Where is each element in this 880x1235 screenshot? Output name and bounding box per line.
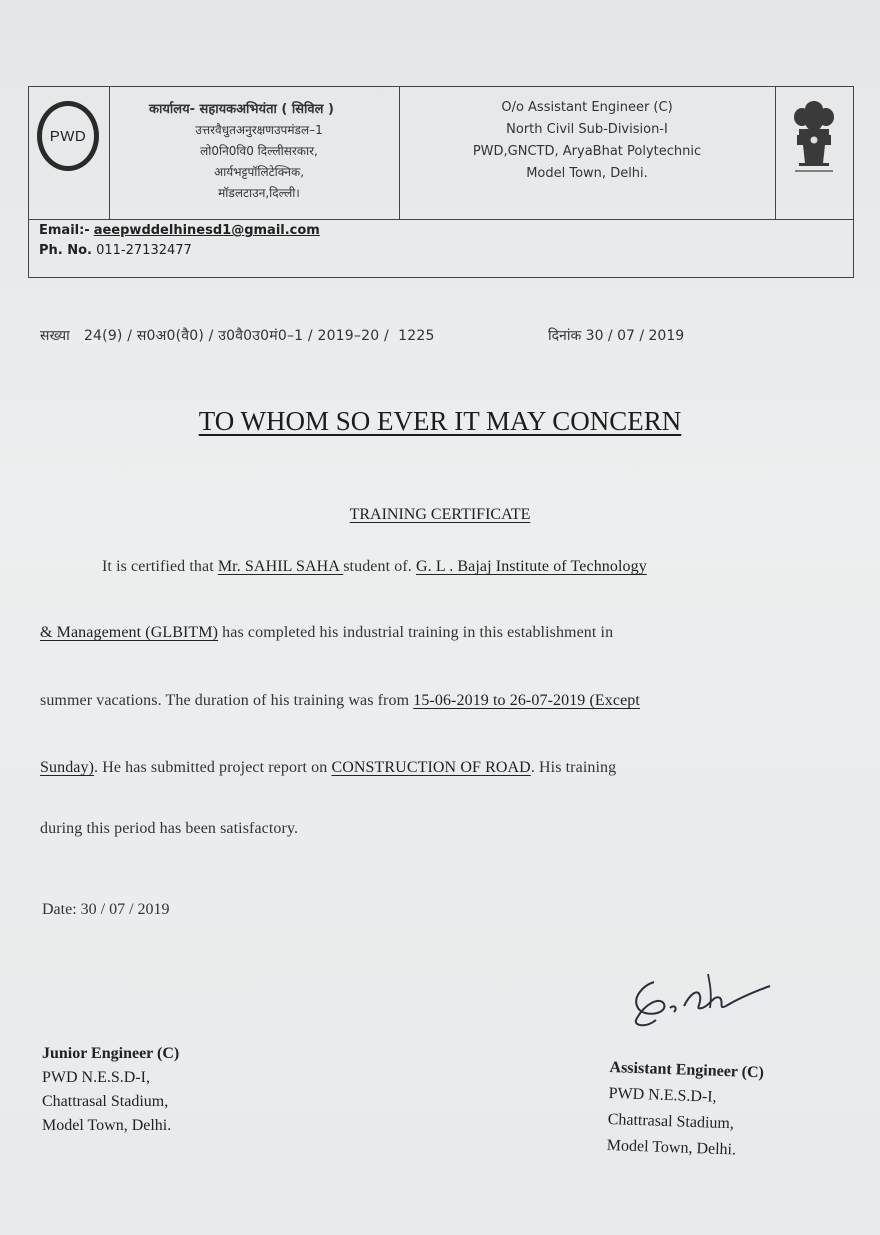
right-signatory-line: Chattrasal Stadium, (607, 1110, 735, 1133)
handwritten-signature (624, 964, 784, 1034)
english-office-title: O/o Assistant Engineer (C) (501, 100, 673, 115)
body-line-2 (40, 624, 836, 642)
pwd-logo-text: PWD (49, 127, 87, 145)
right-signatory-line: Model Town, Delhi. (606, 1136, 737, 1159)
hindi-line-4: आर्यभट्टपॉलिटेक्निक, (213, 165, 305, 179)
student-name: Mr. SAHIL SAHA (217, 558, 344, 575)
certificate-subtitle (0, 506, 880, 524)
training-duration-cont: Sunday) (40, 759, 95, 776)
contact-info (39, 221, 320, 261)
national-emblem-icon (789, 97, 839, 179)
body-text: . He has submitted project report on (94, 759, 332, 776)
left-signatory-line: PWD N.E.S.D-I, (42, 1069, 150, 1086)
left-signatory-line: Chattrasal Stadium, (42, 1093, 169, 1110)
phone-number: 011-27132477 (96, 243, 192, 258)
body-line-3 (40, 692, 836, 710)
body-text: student of. (343, 558, 416, 575)
institute-name: G. L . Bajaj Institute of Technology (415, 558, 647, 575)
emblem-cell (775, 87, 853, 219)
body-text: . His training (530, 759, 617, 776)
page-title (0, 406, 880, 437)
email-link[interactable]: aeepwddelhinesd1@gmail.com (93, 223, 320, 238)
english-line-2: North Civil Sub-Division-I (506, 122, 668, 137)
email-label: Email:- (39, 223, 90, 238)
left-signatory (42, 1042, 179, 1138)
english-line-4: Model Town, Delhi. (526, 166, 648, 181)
body-text: It is certified that (102, 558, 218, 575)
letterhead (28, 86, 854, 278)
hindi-line-5: मॉडलटाउन,दिल्ली। (218, 186, 300, 200)
hindi-address-cell (109, 87, 400, 219)
body-text: has completed his industrial training in this establishment in (218, 624, 614, 641)
left-signatory-title: Junior Engineer (C) (42, 1045, 180, 1062)
left-signatory-line: Model Town, Delhi. (42, 1117, 172, 1134)
body-line-1 (40, 558, 836, 576)
hindi-line-3: लो0नि0वि0 दिल्लीसरकार, (200, 144, 318, 158)
training-duration: 15-06-2019 to 26-07-2019 (Except (413, 692, 640, 709)
institute-name-cont: & Management (GLBITM) (40, 624, 219, 641)
issue-date: Date: 30 / 07 / 2019 (42, 901, 170, 918)
page-title-text: TO WHOM SO EVER IT MAY CONCERN (198, 406, 682, 436)
project-title: CONSTRUCTION OF ROAD (331, 759, 531, 776)
right-signatory-line: PWD N.E.S.D-I, (608, 1084, 717, 1106)
logo-cell (29, 87, 110, 219)
body-line-5: during this period has been satisfactory. (40, 820, 299, 837)
reference-number: सख्या 24(9) / स0अ0(वै0) / उ0वै0उ0मं0–1 / 2019–20 / 1225 (40, 328, 435, 344)
english-line-3: PWD,GNCTD, AryaBhat Polytechnic (472, 144, 702, 159)
body-line-4 (40, 759, 836, 777)
certificate-subtitle-text: TRAINING CERTIFICATE (349, 506, 531, 523)
letterhead-top-row (29, 87, 853, 220)
reference-date: दिनांक 30 / 07 / 2019 (548, 328, 685, 344)
hindi-office-title: कार्यालय- सहायकअभियंता ( सिविल ) (149, 102, 334, 117)
right-signatory (606, 1055, 764, 1164)
english-address-cell (399, 87, 776, 219)
pwd-logo-icon (37, 101, 99, 171)
right-signatory-title: Assistant Engineer (C) (609, 1058, 765, 1082)
body-text: summer vacations. The duration of his training was from (40, 692, 414, 709)
phone-label: Ph. No. (39, 243, 92, 258)
hindi-line-2: उत्तरवैधुतअनुरक्षणउपमंडल–1 (195, 123, 323, 137)
